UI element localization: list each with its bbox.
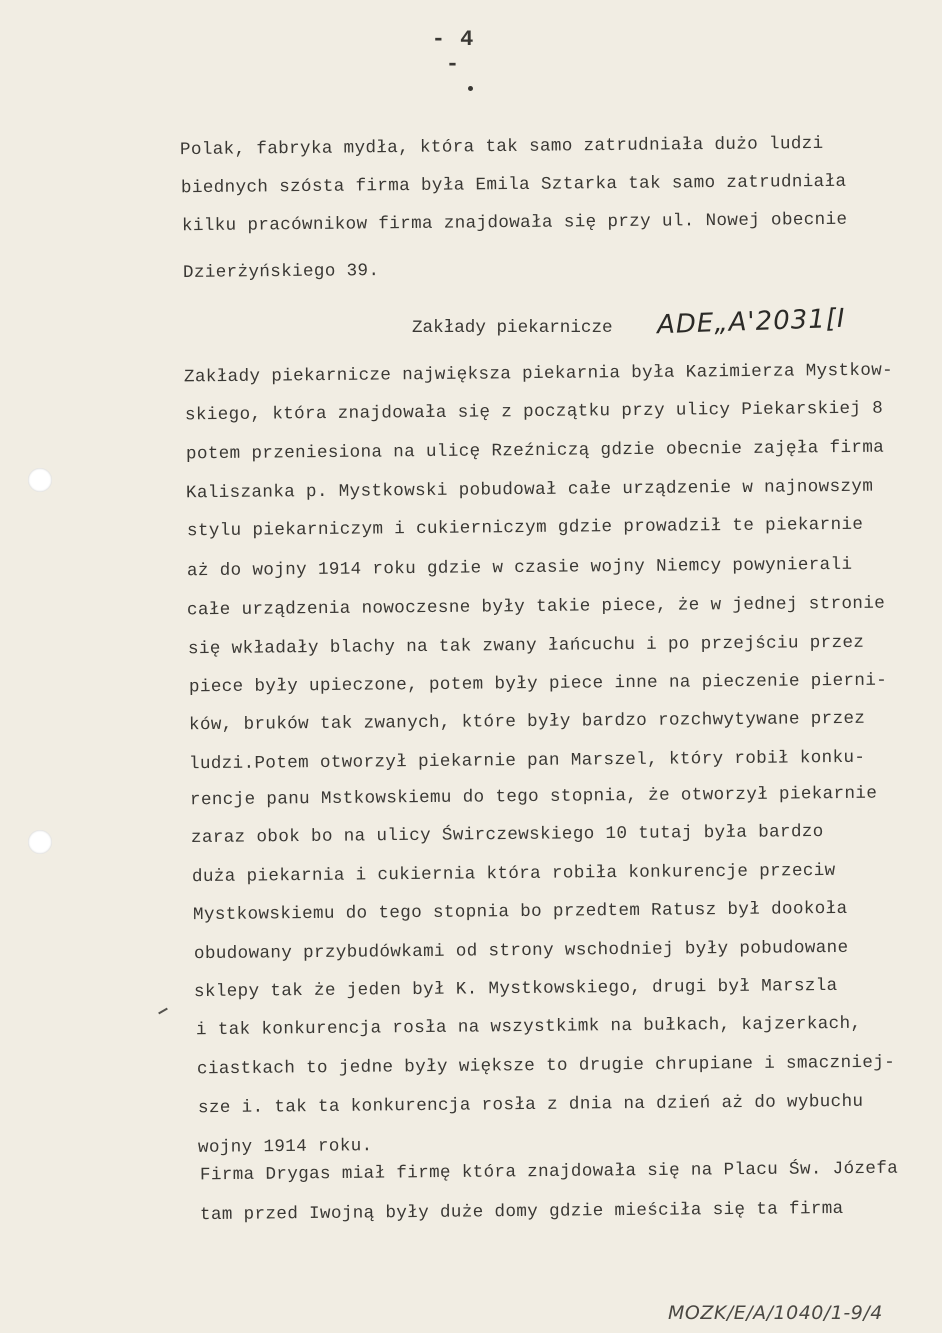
text-line: i tak konkurencja rosła na wszystkimk na bułkach, kajzerkach, — [195, 1013, 862, 1041]
text-line: obudowany przybudówkami od strony wschodniej były pobudowane — [193, 937, 849, 965]
text-line: Polak, fabryka mydła, która tak samo zatrudniała dużo ludzi — [179, 133, 824, 161]
punch-hole-top — [28, 468, 52, 492]
text-line: sze i. tak ta konkurencja rosła z dnia na dzień aż do wybuchu — [197, 1091, 864, 1119]
text-line: Dzierżyńskiego 39. — [182, 261, 380, 283]
text-line: zaraz obok bo na ulicy Świrczewskiego 10 tutaj była bardzo — [190, 821, 824, 849]
text-line: aż do wojny 1914 roku gdzie w czasie wojny Niemcy powynierali — [186, 554, 853, 582]
text-line: tam przed Iwojną były duże domy gdzie mieściła się ta firma — [199, 1198, 844, 1226]
text-line: rencje panu Mstkowskiemu do tego stopnia, że otworzył piekarnie — [189, 783, 878, 811]
text-line: kilku pracównikow firma znajdowała się przy ul. Nowej obecnie — [181, 209, 848, 237]
ink-dot — [468, 86, 473, 91]
text-line: ków, bruków tak zwanych, które były bardzo rozchwytywane przez — [188, 708, 866, 736]
text-line: Firma Drygas miał firmę która znajdowała się na Placu Św. Józefa — [199, 1158, 899, 1186]
archive-signature: MOZK/E/A/1040/1-9/4 — [668, 1302, 883, 1324]
page-number: - 4 - — [431, 27, 475, 77]
text-line: wojny 1914 roku. — [197, 1136, 373, 1158]
text-line: biednych szósta firma była Emila Sztarka tak samo zatrudniała — [180, 171, 847, 199]
text-line: Zakłady piekarnicze największa piekarnia była Kazimierza Mystkow- — [183, 360, 894, 388]
text-line: sklepy tak że jeden był K. Mystkowskiego, drugi był Marszla — [193, 975, 838, 1003]
pencil-mark — [158, 1008, 168, 1015]
punch-hole-bottom — [28, 830, 52, 854]
text-line: potem przeniesiona na ulicę Rzeźniczą gdzie obecnie zajęła firma — [185, 437, 885, 465]
text-line: ciastkach to jedne były większe to drugie chrupiane i smaczniej- — [196, 1052, 896, 1080]
text-line: skiego, która znajdowała się z początku przy ulicy Piekarskiej 8 — [184, 398, 884, 426]
text-line: piece były upieczone, potem były piece inne na pieczenie pierni- — [188, 670, 888, 698]
section-heading: Zakłady piekarnicze — [412, 318, 613, 338]
text-line: całe urządzenia nowoczesne były takie piece, że w jednej stronie — [186, 593, 886, 621]
text-line: ludzi.Potem otworzył piekarnie pan Marszel, który robił konku- — [188, 747, 866, 775]
handwritten-reference: ADE„A'2031[I — [656, 303, 847, 341]
text-line: się wkładały blachy na tak zwany łańcuchu i po przejściu przez — [187, 632, 865, 660]
text-line: duża piekarnia i cukiernia która robiła konkurencje przeciw — [191, 860, 836, 888]
text-line: stylu piekarniczym i cukierniczym gdzie prowadził te piekarnie — [186, 514, 864, 542]
text-line: Mystkowskiemu do tego stopnia bo przedtem Ratusz był dookoła — [192, 898, 848, 926]
text-line: Kaliszanka p. Mystkowski pobudował całe urządzenie w najnowszym — [185, 476, 874, 504]
